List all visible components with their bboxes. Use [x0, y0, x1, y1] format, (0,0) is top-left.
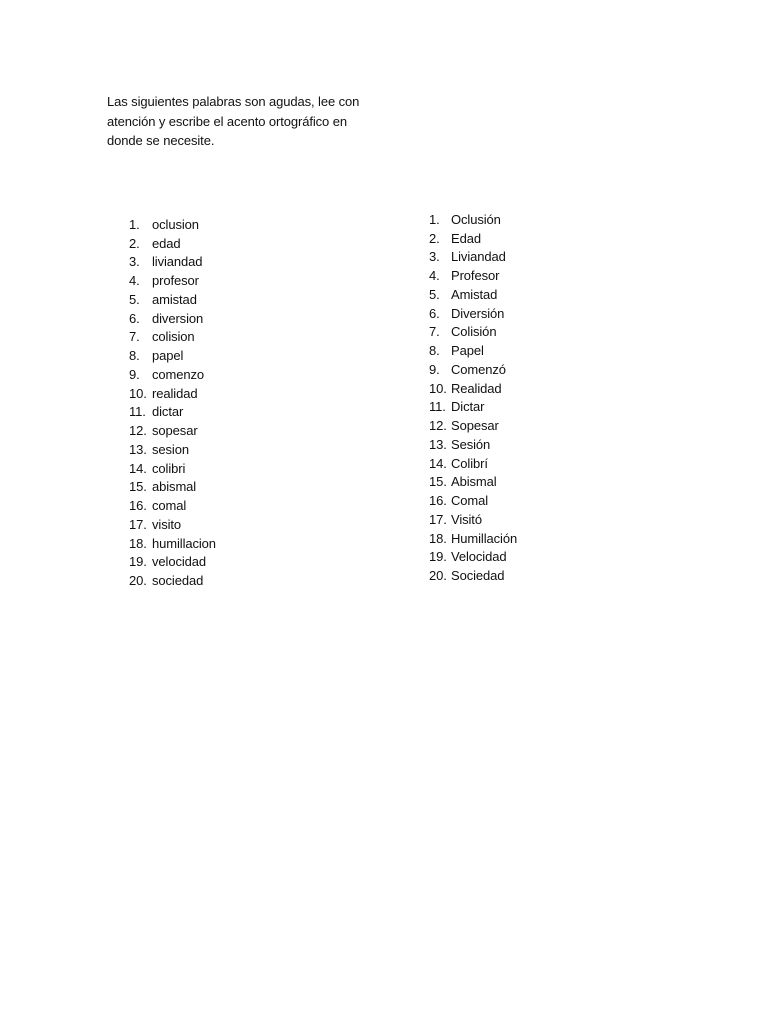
accented-list-item-number: 19.	[429, 549, 447, 565]
unaccented-list-item	[129, 346, 216, 365]
unaccented-list-item-word: liviandad	[152, 254, 203, 270]
unaccented-list-item-number: 1.	[129, 216, 140, 232]
accented-list-item-word: Velocidad	[451, 549, 507, 565]
accented-list-item	[429, 491, 517, 510]
unaccented-list-item	[129, 290, 216, 309]
unaccented-list-item-number: 17.	[129, 516, 147, 532]
unaccented-list-item	[129, 534, 216, 553]
accented-list-item-word: Visitó	[451, 511, 482, 527]
accented-list-item	[429, 304, 517, 323]
accented-list-item-word: Profesor	[451, 268, 500, 284]
accented-list-item	[429, 266, 517, 285]
accented-list-item-word: Amistad	[451, 286, 498, 302]
unaccented-list-item-word: velocidad	[152, 554, 207, 570]
accented-list-item	[429, 529, 517, 548]
unaccented-list-item	[129, 459, 216, 478]
unaccented-list-item-number: 10.	[129, 385, 147, 401]
accented-list-item-number: 9.	[429, 361, 440, 377]
unaccented-list-item-word: oclusion	[152, 216, 199, 232]
unaccented-list-item	[129, 571, 216, 590]
unaccented-list-item-word: sopesar	[152, 423, 198, 439]
accented-list-item-word: Liviandad	[451, 249, 506, 265]
accented-word-list	[429, 210, 517, 585]
unaccented-list-item	[129, 271, 216, 290]
accented-list-item-word: Comenzó	[451, 361, 506, 377]
unaccented-list-item-number: 2.	[129, 235, 140, 251]
instructions-paragraph: Las siguientes palabras son agudas, lee con atención y escribe el acento ortográfico en donde se necesite.	[107, 94, 360, 148]
accented-list-item	[429, 566, 517, 585]
accented-list-item	[429, 473, 517, 492]
unaccented-list-item-number: 5.	[129, 291, 140, 307]
unaccented-list-item-word: diversion	[152, 310, 204, 326]
accented-list-item-number: 10.	[429, 380, 447, 396]
unaccented-list-item-number: 16.	[129, 498, 147, 514]
accented-list-item	[429, 398, 517, 417]
unaccented-list-item-word: visito	[152, 516, 182, 532]
unaccented-list-item-word: papel	[152, 348, 184, 364]
accented-list-item	[429, 416, 517, 435]
accented-list-item-word: Realidad	[451, 380, 502, 396]
unaccented-list-item	[129, 234, 216, 253]
unaccented-list-item-word: colibri	[152, 460, 186, 476]
unaccented-list-item-word: humillacion	[152, 535, 216, 551]
unaccented-list-item	[129, 403, 216, 422]
accented-list-item-number: 2.	[429, 230, 440, 246]
accented-list-item-word: Oclusión	[451, 211, 501, 227]
accented-list-item-number: 15.	[429, 474, 447, 490]
unaccented-list-item-number: 20.	[129, 573, 147, 589]
accented-list-item	[429, 454, 517, 473]
accented-list-item-word: Colisión	[451, 324, 497, 340]
unaccented-list-item-number: 18.	[129, 535, 147, 551]
accented-list-item-number: 12.	[429, 418, 447, 434]
unaccented-list-item	[129, 440, 216, 459]
accented-list-item-number: 11.	[429, 399, 446, 415]
unaccented-list-item-number: 11.	[129, 404, 146, 420]
accented-list-item-word: Sopesar	[451, 418, 499, 434]
unaccented-list-item-word: amistad	[152, 291, 197, 307]
unaccented-list-item	[129, 328, 216, 347]
unaccented-list-item	[129, 515, 216, 534]
unaccented-list-item	[129, 384, 216, 403]
unaccented-list-item-number: 8.	[129, 348, 140, 364]
accented-list-item	[429, 435, 517, 454]
unaccented-list-item-number: 12.	[129, 423, 147, 439]
accented-list-item-number: 1.	[429, 211, 440, 227]
unaccented-list-item-word: comal	[152, 498, 187, 514]
unaccented-list-item	[129, 309, 216, 328]
unaccented-list-item	[129, 253, 216, 272]
unaccented-list-item-word: profesor	[152, 273, 199, 289]
accented-list-item-word: Dictar	[451, 399, 485, 415]
unaccented-list-item-word: edad	[152, 235, 181, 251]
accented-list-item-word: Sociedad	[451, 568, 505, 584]
unaccented-list-item	[129, 365, 216, 384]
accented-list-item	[429, 248, 517, 267]
accented-list-item-number: 18.	[429, 530, 447, 546]
unaccented-list-item-word: abismal	[152, 479, 197, 495]
accented-list-item	[429, 323, 517, 342]
accented-list-item-number: 14.	[429, 455, 447, 471]
accented-list-item	[429, 285, 517, 304]
accented-list-item	[429, 341, 517, 360]
unaccented-list-item-word: sociedad	[152, 573, 204, 589]
accented-list-item	[429, 510, 517, 529]
accented-list-item-number: 5.	[429, 286, 440, 302]
unaccented-list-item-number: 14.	[129, 460, 147, 476]
accented-list-item	[429, 548, 517, 567]
unaccented-list-item-word: colision	[152, 329, 195, 345]
unaccented-list-item-word: sesion	[152, 441, 189, 457]
unaccented-list-item	[129, 215, 216, 234]
accented-list-item-number: 4.	[429, 268, 440, 284]
unaccented-list-item-number: 13.	[129, 441, 147, 457]
accented-list-item-word: Colibrí	[451, 455, 488, 471]
accented-list-item-number: 3.	[429, 249, 440, 265]
unaccented-list-item	[129, 496, 216, 515]
unaccented-list-item-number: 9.	[129, 366, 140, 382]
accented-list-item-word: Edad	[451, 230, 481, 246]
accented-list-item-number: 17.	[429, 511, 447, 527]
accented-list-item-number: 16.	[429, 493, 447, 509]
unaccented-word-list	[129, 215, 216, 590]
accented-list-item	[429, 360, 517, 379]
unaccented-list-item	[129, 421, 216, 440]
accented-list-item-number: 7.	[429, 324, 440, 340]
accented-list-item	[429, 210, 517, 229]
accented-list-item-word: Sesión	[451, 436, 491, 452]
accented-list-item-number: 20.	[429, 568, 447, 584]
unaccented-list-item-number: 6.	[129, 310, 140, 326]
accented-list-item-word: Abismal	[451, 474, 497, 490]
accented-list-item	[429, 229, 517, 248]
unaccented-list-item-number: 4.	[129, 273, 140, 289]
accented-list-item-number: 6.	[429, 305, 440, 321]
unaccented-list-item-number: 19.	[129, 554, 147, 570]
unaccented-list-item-number: 7.	[129, 329, 140, 345]
accented-list-item-word: Papel	[451, 343, 484, 359]
unaccented-list-item-word: realidad	[152, 385, 198, 401]
accented-list-item-word: Humillación	[451, 530, 518, 546]
unaccented-list-item-number: 15.	[129, 479, 147, 495]
unaccented-list-item-word: dictar	[152, 404, 184, 420]
unaccented-list-item-word: comenzo	[152, 366, 205, 382]
accented-list-item-word: Diversión	[451, 305, 505, 321]
accented-list-item-number: 8.	[429, 343, 440, 359]
unaccented-list-item-number: 3.	[129, 254, 140, 270]
accented-list-item	[429, 379, 517, 398]
accented-list-item-word: Comal	[451, 493, 489, 509]
unaccented-list-item	[129, 478, 216, 497]
unaccented-list-item	[129, 553, 216, 572]
accented-list-item-number: 13.	[429, 436, 447, 452]
